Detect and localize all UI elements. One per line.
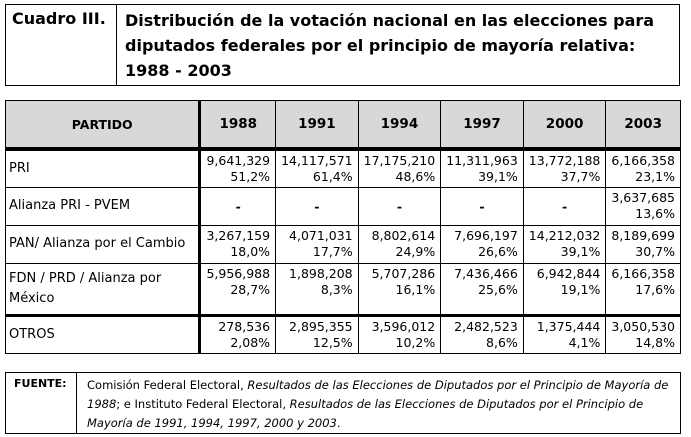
votes-table [5,100,681,354]
vote-count: 2,482,523 [454,318,518,334]
vote-percentage: 48,6% [395,169,436,184]
vote-count: 7,436,466 [454,265,518,281]
vote-cell [523,263,606,315]
vote-percentage: 8,3% [320,281,353,297]
column-header-year: 1994 [358,101,441,150]
vote-percentage: 28,7% [230,281,271,297]
vote-percentage: 16,1% [395,281,436,297]
source-text-part: Comisión Federal Electoral, [87,378,248,392]
vote-percentage: 23,1% [635,169,675,184]
vote-cell [523,225,606,263]
source-text [76,373,680,433]
vote-percentage: 14,8% [635,334,675,350]
vote-percentage: 2,08% [230,334,271,350]
vote-count: 3,050,530 [611,318,675,334]
vote-cell [200,149,276,187]
vote-count: 11,311,963 [446,153,518,168]
vote-percentage: 19,1% [560,281,601,297]
vote-percentage: 17,6% [635,281,675,297]
vote-cell [358,315,441,353]
empty-cell-dash: - [523,187,606,225]
empty-cell-dash: - [441,187,524,225]
vote-percentage: 18,0% [230,243,271,259]
vote-cell [441,149,524,187]
vote-percentage: 51,2% [230,169,271,184]
vote-count: 1,375,444 [536,318,601,334]
party-name: Alianza PRI - PVEM [6,187,200,225]
column-header-year: 2000 [523,101,606,150]
column-header-year: 1988 [200,101,276,150]
vote-percentage: 24,9% [395,243,436,259]
vote-cell [358,225,441,263]
table-row [6,225,681,263]
source-text-part: ; e Instituto Federal Electoral, [116,397,290,411]
vote-percentage: 39,1% [560,243,601,259]
caption-title: Distribución de la votación nacional en las elecciones para diputados federales por el principio de mayoría relativa: 1988 - 2003 [125,11,655,80]
vote-cell [606,225,681,263]
source-label: FUENTE: [14,377,67,390]
vote-cell [606,149,681,187]
vote-cell [523,149,606,187]
vote-count: 7,696,197 [454,227,518,243]
source-text-part: . [336,416,341,430]
party-name: OTROS [6,315,200,353]
table-caption [5,4,680,86]
vote-cell [200,225,276,263]
table-row [6,187,681,225]
vote-percentage: 12,5% [312,334,353,350]
vote-percentage: 61,4% [312,169,353,184]
vote-count: 3,596,012 [371,318,436,334]
column-header-year: 1997 [441,101,524,150]
vote-percentage: 10,2% [395,334,436,350]
vote-cell [200,263,276,315]
vote-cell [606,315,681,353]
party-name: FDN / PRD / Alianza por México [6,263,200,315]
column-header-year: 1991 [276,101,359,150]
vote-count: 13,772,188 [528,153,601,168]
vote-percentage: 8,6% [486,334,518,350]
vote-count: 6,166,358 [611,153,675,168]
table-row [6,263,681,315]
vote-percentage: 30,7% [635,243,675,259]
vote-count: 14,117,571 [281,153,353,168]
source-title-1988: Resultados de las Elecciones de Diputados por el Principio de Mayoría de 1988 [87,378,669,411]
party-name: PAN/ Alianza por el Cambio [6,225,200,263]
vote-count: 5,956,988 [206,265,271,281]
vote-cell [523,315,606,353]
vote-count: 8,802,614 [371,227,436,243]
vote-cell [358,263,441,315]
vote-percentage: 39,1% [478,169,518,184]
source-note [5,372,681,434]
vote-cell [358,149,441,187]
vote-count: 8,189,699 [611,227,675,243]
vote-cell [606,187,681,225]
vote-count: 5,707,286 [371,265,436,281]
vote-cell [276,149,359,187]
vote-count: 17,175,210 [363,153,436,168]
vote-count: 6,942,844 [536,265,601,281]
vote-cell [200,315,276,353]
vote-count: 9,641,329 [206,153,271,168]
vote-count: 14,212,032 [528,227,601,243]
vote-percentage: 26,6% [478,243,518,259]
source-title-1991-2003: Resultados de las Elecciones de Diputados por el Principio de Mayoría de 1991, 1994, 1997, 2000 y 2003 [87,397,644,430]
vote-cell [276,315,359,353]
column-header-partido: PARTIDO [6,101,200,150]
table-header-row [6,101,681,150]
vote-cell [606,263,681,315]
vote-percentage: 4,1% [568,334,601,350]
vote-percentage: 37,7% [560,169,601,184]
vote-count: 278,536 [218,318,271,334]
empty-cell-dash: - [276,187,359,225]
caption-label: Cuadro III. [6,5,117,85]
vote-cell [441,263,524,315]
party-name: PRI [6,149,200,187]
vote-cell [441,225,524,263]
column-header-year: 2003 [606,101,681,150]
vote-percentage: 17,7% [312,243,353,259]
table-row [6,315,681,353]
vote-count: 4,071,031 [289,227,353,243]
vote-count: 3,637,685 [611,189,675,205]
table-row [6,149,681,187]
vote-percentage: 13,6% [635,205,675,221]
vote-count: 2,895,355 [289,318,353,334]
vote-cell [441,315,524,353]
empty-cell-dash: - [358,187,441,225]
empty-cell-dash: - [200,187,276,225]
vote-count: 6,166,358 [611,265,675,281]
vote-count: 1,898,208 [289,265,353,281]
vote-cell [276,225,359,263]
vote-percentage: 25,6% [478,281,518,297]
vote-cell [276,263,359,315]
vote-count: 3,267,159 [206,227,271,243]
